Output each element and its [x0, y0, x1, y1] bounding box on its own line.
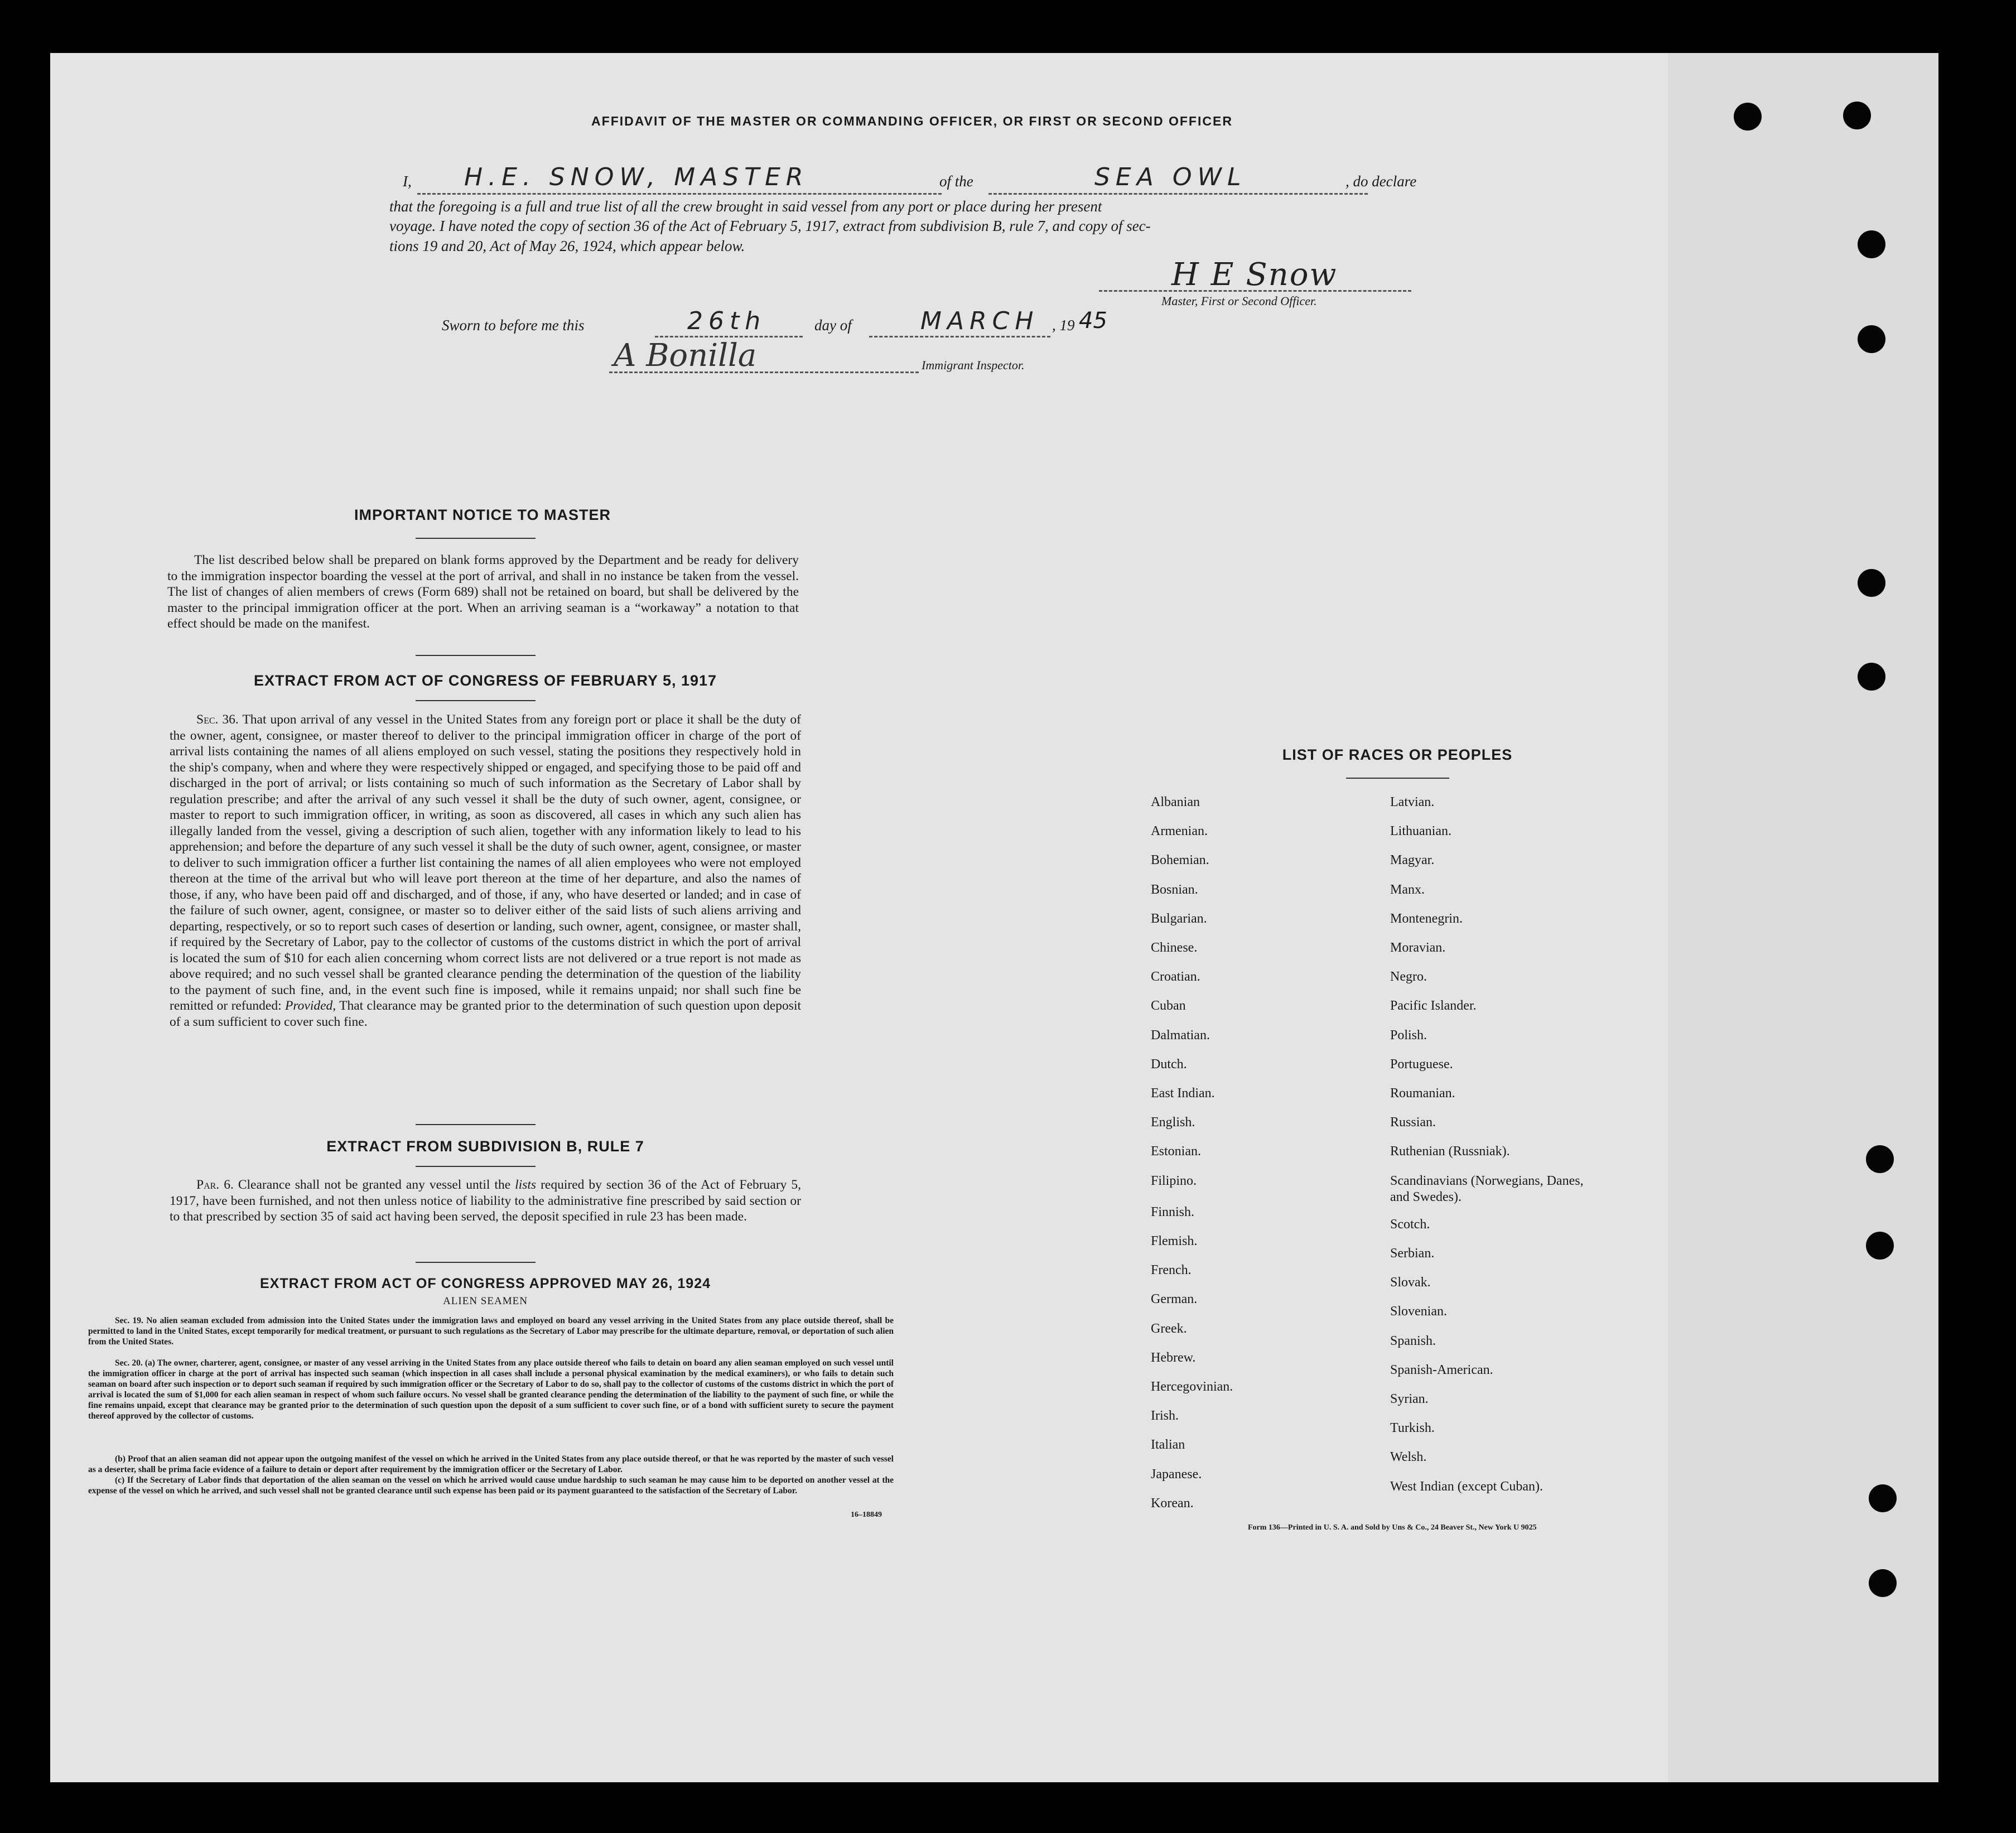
race-item: Slovenian.	[1390, 1304, 1447, 1319]
race-item: German.	[1151, 1292, 1198, 1307]
lists-word: lists	[515, 1178, 537, 1192]
year-prefix: , 19	[1052, 317, 1075, 334]
rule7-text	[170, 1177, 801, 1225]
race-item: Roumanian.	[1390, 1086, 1455, 1101]
scanner-mat	[1668, 53, 1938, 1782]
month-handwritten: MARCH	[920, 307, 1039, 335]
race-item: Korean.	[1151, 1496, 1194, 1511]
race-item: Ruthenian (Russniak).	[1390, 1144, 1510, 1159]
race-item: Irish.	[1151, 1408, 1179, 1424]
race-item: Armenian.	[1151, 824, 1208, 839]
i-label: I,	[403, 173, 412, 190]
par-6-text-a: Clearance shall not be granted any vessel until the	[238, 1178, 511, 1192]
day-of-label: day of	[814, 317, 852, 334]
races-rule	[1346, 778, 1449, 779]
day-handwritten: 26th	[687, 307, 766, 335]
sec-20b-text: (b) Proof that an alien seaman did not appear upon the outgoing manifest of the vessel on which he arrived in the United States from any place outside thereof, or that he was reported by the master of such vessel as a deserter, shall be prima facie evidence of a failure to detain or deport after requirement by the immigration officer or the Secretary of Labor.	[88, 1454, 894, 1474]
declaration-line	[403, 163, 1446, 196]
master-signature: H E Snow	[1171, 257, 1338, 293]
printer-imprint: Form 136—Printed in U. S. A. and Sold by Uns & Co., 24 Beaver St., New York U 9025	[1248, 1523, 1537, 1532]
race-item: Estonian.	[1151, 1144, 1201, 1159]
race-item: Slovak.	[1390, 1275, 1431, 1290]
races-title: LIST OF RACES OR PEOPLES	[1282, 746, 1513, 763]
race-item: Polish.	[1390, 1028, 1427, 1043]
binder-hole	[1843, 102, 1871, 129]
race-item: Dutch.	[1151, 1057, 1187, 1072]
binder-hole	[1858, 663, 1885, 691]
race-item: Magyar.	[1390, 853, 1435, 868]
sworn-line	[442, 308, 1139, 341]
form-code: 16–18849	[851, 1511, 882, 1519]
race-item: Serbian.	[1390, 1246, 1435, 1261]
sec-36-label: Sec. 36.	[196, 712, 239, 727]
inspector-signature: A Bonilla	[614, 337, 757, 374]
race-item: Bohemian.	[1151, 853, 1209, 868]
binder-hole	[1869, 1484, 1897, 1512]
declaration-body-1: that the foregoing is a full and true list of all the crew brought in said vessel from any port or place during her present	[389, 198, 1102, 215]
race-item: Moravian.	[1390, 940, 1446, 955]
race-item: Scotch.	[1390, 1217, 1430, 1232]
race-item: Dalmatian.	[1151, 1028, 1210, 1043]
race-item: Flemish.	[1151, 1234, 1198, 1248]
race-item: Cuban	[1151, 998, 1186, 1014]
race-item: Negro.	[1390, 969, 1427, 985]
race-item: Greek.	[1151, 1321, 1187, 1336]
binder-hole	[1866, 1232, 1894, 1260]
race-item: West Indian (except Cuban).	[1390, 1479, 1543, 1494]
sec-20c-text: (c) If the Secretary of Labor finds that deportation of the alien seaman on the vessel on which he arrived would cause undue hardship to such seaman he may cause him to be deported on another vessel at the expense of the vessel on which he arrived, and such vessel shall not be granted clearance until such expense has been paid or its payment guaranteed to the satisfaction of the Secretary of Labor.	[88, 1475, 894, 1496]
race-item: Italian	[1151, 1438, 1185, 1453]
notice-rule	[416, 538, 536, 539]
act-1917-rule	[416, 700, 536, 701]
race-item: Chinese.	[1151, 940, 1198, 955]
par-6-label: Par. 6.	[196, 1178, 234, 1192]
notice-text: The list described below shall be prepared on blank forms approved by the Department and be ready for delivery to the immigration inspector boarding the vessel at the port of arrival, and shall in no instance be taken from the vessel. The list of changes of alien members of crews (Form 689) shall not be retained on board, but shall be delivered by the master to the principal immigration officer at the port. When an arriving seaman is a “workaway” a notation to that effect should be made on the manifest.	[167, 553, 799, 631]
binder-hole	[1734, 103, 1762, 131]
act-1924-title: EXTRACT FROM ACT OF CONGRESS APPROVED MAY 26, 1924	[259, 1276, 711, 1291]
race-item: Pacific Islander.	[1390, 998, 1477, 1014]
race-item: Bosnian.	[1151, 882, 1198, 897]
race-item: Welsh.	[1390, 1450, 1427, 1465]
sworn-label: Sworn to before me this	[442, 317, 585, 334]
rule7-title: EXTRACT FROM SUBDIVISION B, RULE 7	[326, 1138, 644, 1155]
inspector-caption: Immigrant Inspector.	[922, 358, 1025, 372]
race-item: Finnish.	[1151, 1204, 1195, 1219]
binder-hole	[1858, 230, 1885, 258]
declare-label: , do declare	[1345, 173, 1417, 190]
sec-19-text: Sec. 19. No alien seaman excluded from admission into the United States under the immigration laws and employed on board any vessel arriving in the United States from any place outside thereof, shall be permitted to land in the United States, except temporarily for medical treatment, or pursuant to such regulations as the Secretary of Labor may prescribe for the ultimate departure, removal, or deportation of such alien from the United States.	[88, 1316, 894, 1347]
act-1917-end-rule	[416, 1124, 536, 1125]
declaration-body-3: tions 19 and 20, Act of May 26, 1924, which appear below.	[389, 238, 745, 254]
binder-hole	[1869, 1569, 1897, 1597]
sec-36-text: That upon arrival of any vessel in the United States from any foreign port or place it shall be the duty of the owner, agent, consignee, or master thereof to deliver to the principal immigration officer in charge of the port of arrival lists containing the names of all aliens employed on such vessel, stating the positions they respectively hold in the ship's company, when and where they were respectively shipped or engaged, and specifying those to be paid off and discharged in the port of arrival; or lists containing so much of such information as the Secretary of Labor shall by regulation prescribe; and after the arrival of any such vessel it shall be the duty of such owner, agent, consignee, or master to report to such immigration officer, in writing, as soon as discovered, all cases in which any such alien has illegally landed from the vessel, giving a description of such alien, together with any information likely to lead to his apprehension; and before the departure of any such vessel it shall be the duty of such owner, agent, consignee, or master to deliver to such immigration officer a further list containing the names of all alien employees who were not employed thereon at the time of the arrival but who will leave port thereon at the time of her departure, and also the names of those, if any, who have been paid off and discharged, and of those, if any, who have deserted or landed; and in case of the failure of such owner, agent, consignee, or master so to deliver either of the said lists of such aliens arriving and departing, respectively, or so to report such cases of desertion or landing, such owner, agent, consignee, or master shall, if required by the Secretary of Labor, pay to the collector of customs of the customs district in which the port of arrival is located the sum of $10 for each alien concerning whom correct lists are not delivered or a true report is not made as above required; and no such vessel shall be granted clearance pending the determination of the question of the liability to the payment of such fine, and, in the event such fine is imposed, while it remains unpaid; nor shall such fine be remitted or refunded:	[170, 712, 801, 1013]
race-item: Turkish.	[1390, 1421, 1435, 1436]
act-1917-text	[170, 712, 801, 1030]
act-1924-subtitle: ALIEN SEAMEN	[443, 1295, 528, 1307]
race-item: Bulgarian.	[1151, 911, 1207, 926]
par-6-text-b: required by section 36 of the Act of February 5, 1917, have been furnished, and not then unless notice of liability to the administrative fine prescribed by said section or to that prescribed by section 35 of said act having been served, the deposit specified in rule 23 has been made.	[170, 1178, 802, 1224]
notice-end-rule	[416, 655, 536, 656]
race-item: Spanish-American.	[1390, 1362, 1493, 1377]
year-handwritten: 45	[1079, 308, 1107, 334]
binder-hole	[1866, 1145, 1894, 1173]
declaration-body-2: voyage. I have noted the copy of section 36 of the Act of February 5, 1917, extract from subdivision B, rule 7, and copy of sec-	[389, 218, 1151, 234]
race-item: Lithuanian.	[1390, 824, 1451, 839]
sec-36-end: That clearance may be granted prior to the determination of such question upon deposit of a sum sufficient to cover such fine.	[170, 998, 802, 1029]
race-item: Montenegrin.	[1390, 911, 1463, 926]
affidavit-title: AFFIDAVIT OF THE MASTER OR COMMANDING OFFICER, OR FIRST OR SECOND OFFICER	[591, 114, 1233, 128]
race-item: Manx.	[1390, 882, 1425, 897]
race-item: English.	[1151, 1115, 1195, 1130]
race-item: Croatian.	[1151, 969, 1200, 985]
binder-hole	[1858, 325, 1885, 353]
rule7-rule	[416, 1166, 536, 1167]
race-item: Hebrew.	[1151, 1350, 1196, 1365]
of-the-label: of the	[939, 173, 973, 190]
race-item: Albanian	[1151, 795, 1200, 809]
name-dotted-line	[417, 193, 942, 195]
race-item: Filipino.	[1151, 1173, 1197, 1188]
sec-20a-text: Sec. 20. (a) The owner, charterer, agent, consignee, or master of any vessel arriving in the United States from any place outside thereof who fails to detain on board any alien seaman employed on such vessel until the immigration officer in charge at the port of arrival has inspected such seaman (which inspection in all cases shall include a personal physical examination by the medical examiners), or who fails to detain such seaman on board after such inspection or to deport such seaman if required by such immigration officer or the Secretary of Labor to do so, shall pay to the collector of customs of the customs district in which the port of arrival is located the sum of $1,000 for each alien seaman in respect of whom such failure occurs. No vessel shall be granted clearance pending the determination of the liability to the payment of such fine, or while the fine remains unpaid, except that clearance may be granted prior to the determination of such question upon the deposit of a sum sufficient to cover such fine, or of a bond with sufficient surety to secure the payment thereof approved by the collector of customs.	[88, 1358, 894, 1421]
race-item: East Indian.	[1151, 1086, 1215, 1101]
month-dotted-line	[869, 336, 1050, 337]
vessel-name-handwritten: SEA OWL	[1094, 163, 1247, 191]
race-item: Hercegovinian.	[1151, 1379, 1233, 1394]
act-1917-title: EXTRACT FROM ACT OF CONGRESS OF FEBRUARY 5, 1917	[253, 672, 717, 689]
notice-title: IMPORTANT NOTICE TO MASTER	[354, 507, 611, 523]
master-caption: Master, First or Second Officer.	[1161, 294, 1317, 308]
race-item: Russian.	[1390, 1115, 1436, 1130]
race-item: Portuguese.	[1390, 1057, 1453, 1072]
binder-hole	[1858, 569, 1885, 597]
rule7-end-rule	[416, 1262, 536, 1263]
race-item: Spanish.	[1390, 1333, 1436, 1348]
race-item: French.	[1151, 1263, 1192, 1278]
race-item: Scandinavians (Norwegians, Danes, and Swedes).	[1390, 1173, 1584, 1204]
race-item: Latvian.	[1390, 795, 1435, 809]
race-item: Syrian.	[1390, 1392, 1429, 1406]
provided-label: Provided,	[285, 998, 336, 1013]
vessel-dotted-line	[988, 193, 1368, 195]
race-item: Japanese.	[1151, 1467, 1202, 1482]
master-name-handwritten: H.E. SNOW, MASTER	[464, 163, 809, 191]
